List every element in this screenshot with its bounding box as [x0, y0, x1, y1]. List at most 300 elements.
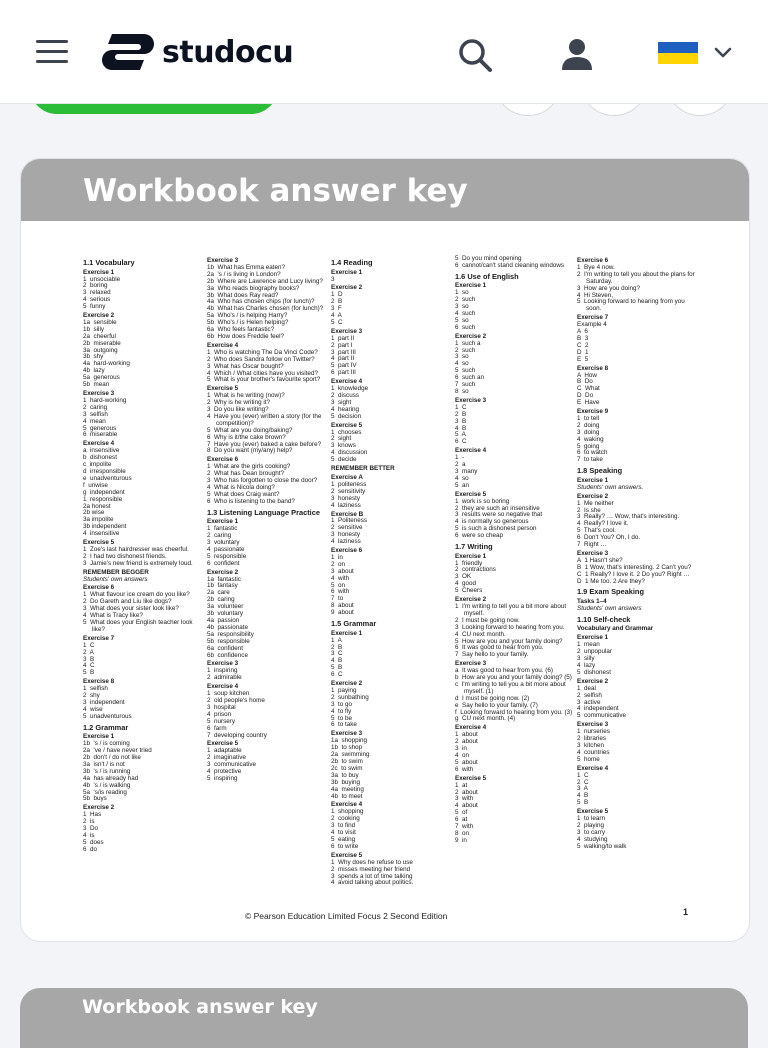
answer-line: 1 I'm writing to tell you a bit more about myself. — [455, 602, 568, 617]
exercise-heading: Exercise 3 — [577, 549, 609, 557]
answer-line: 3 relaxed — [83, 289, 111, 297]
answer-line: 6b How does Freddie feel? — [207, 332, 285, 340]
answer-line: 5 decision — [331, 412, 362, 420]
answer-line: 1 chooses — [331, 428, 362, 436]
answer-line: 5 What is your brother's favourite sport? — [207, 376, 321, 384]
answer-line: b dishonest — [83, 454, 117, 462]
answer-line: 5 so — [455, 316, 469, 324]
answer-line: 4 passionate — [207, 545, 245, 553]
exercise-heading: Exercise 2 — [455, 596, 487, 604]
answer-line: 5a Who's / is helping Harry? — [207, 312, 288, 320]
exercise-heading: Exercise 5 — [455, 774, 487, 782]
answer-line: 6 Why is it/the cake brown? — [207, 433, 286, 441]
answer-line: 2 A — [83, 648, 94, 656]
exercise-heading: Exercise 2 — [455, 332, 487, 340]
exercise-heading: Exercise 3 — [83, 390, 115, 397]
answer-line: 3 C — [331, 650, 343, 658]
answer-line: C 1 Really? I love it. 2 Do you? Right … — [577, 570, 690, 578]
answer-line: 6 It was good to hear from you. — [455, 644, 544, 652]
answer-line: 9 in — [455, 836, 467, 844]
answer-line: 3 knows — [331, 442, 356, 450]
answer-line: 2 I had two dishonest friends. — [83, 552, 167, 560]
exercise-heading: Tasks 1–4 — [577, 598, 607, 606]
answer-line: 1a shopping — [331, 737, 368, 745]
exercise-heading: Exercise 5 — [207, 740, 239, 748]
answer-line: 4 laziness — [331, 538, 361, 546]
answer-line: 3 What has Oscar bought? — [207, 362, 284, 370]
answer-line: 2 contractions — [455, 566, 496, 574]
answer-line: 4 discussion — [331, 449, 368, 457]
user-icon[interactable] — [558, 36, 596, 74]
answer-line: 7 such — [455, 381, 476, 389]
answer-line: 3b voluntary — [207, 610, 244, 618]
answer-line: 2 sensitive — [331, 524, 363, 532]
answer-line: 4b passionate — [207, 623, 248, 631]
answer-line: 2 about — [455, 738, 478, 746]
answer-line: D Do — [577, 392, 594, 400]
answer-line: 4 is normally so generous — [455, 518, 529, 526]
answer-line: 2 imaginative — [207, 754, 246, 762]
answer-line: 4 independent — [577, 705, 619, 713]
answer-line: 3 — [331, 275, 335, 283]
answer-line: 3 to find — [331, 822, 356, 830]
answer-line: 2 is — [83, 818, 95, 826]
language-selector[interactable] — [658, 40, 742, 66]
answer-line: 5 funny — [83, 303, 106, 311]
answer-line: 3a outgoing — [83, 346, 118, 354]
exercise-heading: Exercise 2 — [577, 677, 609, 685]
exercise-heading: Exercise 4 — [207, 683, 239, 691]
answer-line: 3b independent — [83, 523, 127, 531]
answer-line: 5 What are you doing/baking? — [207, 426, 293, 434]
answer-line: 2 B — [331, 298, 343, 306]
answer-line: 1 C — [455, 403, 467, 411]
exercise-heading: REMEMBER BETTER — [331, 465, 395, 473]
answer-line: 3b shy — [83, 353, 104, 361]
answer-line: 1 Why does he refuse to use — [331, 858, 413, 866]
answer-line: 1 soup kitchen — [207, 690, 250, 698]
answer-line: 4 B — [577, 792, 589, 800]
answer-line: 1 C — [83, 641, 95, 649]
answer-line: 4 wise — [83, 705, 103, 713]
answer-line: 1a sensible — [83, 318, 117, 326]
answer-line: 2 unpopular — [577, 648, 613, 656]
answer-line: 3 with — [455, 795, 474, 803]
answer-line: 6 with — [331, 588, 350, 596]
answer-line: 5 Looking forward to hearing from you soon. — [577, 298, 687, 313]
answer-line: 3 Really? … Wow, that's interesting. — [577, 513, 680, 521]
answer-line: 3 communicative — [207, 761, 256, 769]
exercise-heading: Exercise 3 — [577, 721, 609, 729]
answer-line: 5 B — [331, 664, 343, 672]
exercise-heading: Exercise 3 — [207, 660, 239, 668]
answer-line: C What — [577, 385, 600, 393]
answer-key-columns — [83, 256, 723, 906]
answer-line: 1 part II — [331, 334, 355, 342]
exercise-heading: Exercise 1 — [83, 268, 115, 276]
exercise-heading: Exercise 2 — [207, 568, 239, 576]
answer-line: 4 waking — [577, 435, 604, 443]
page-banner — [21, 159, 749, 221]
answer-line: 6 cannot/can't stand cleaning windows — [455, 261, 565, 269]
exercise-heading: Vocabulary and Grammar — [577, 625, 654, 633]
answer-line: 4 Have you (ever) written a story (for the competition)? — [207, 412, 324, 427]
answer-line: 2b caring — [207, 596, 235, 604]
answer-line: 2 sight — [331, 435, 352, 443]
answer-line: 5 on — [331, 581, 346, 589]
exercise-heading: Exercise 4 — [331, 378, 363, 386]
answer-line: 5a responsibility — [207, 630, 254, 638]
answer-line: a It was good to hear from you. (6) — [455, 667, 553, 675]
answer-line: D 1 — [577, 348, 589, 356]
answer-line: 3 honesty — [331, 494, 361, 502]
answer-line: 4b lazy — [83, 367, 105, 375]
answer-line: 4 avoid talking about politics. — [331, 879, 414, 887]
answer-line: 3b buying — [331, 778, 361, 786]
answer-line: 5 That's cool. — [577, 527, 616, 535]
answer-line: 4 countries — [577, 748, 610, 756]
section-heading: 1.7 Writing — [455, 542, 493, 552]
answer-line: 1 adaptable — [207, 747, 242, 755]
answer-line: 1 to learn — [577, 815, 606, 823]
exercise-heading: Exercise A — [331, 473, 363, 481]
answer-line: 2a 've / have never tried — [83, 747, 152, 755]
answer-line: 5 about — [455, 758, 478, 766]
answer-line: 4 serious — [83, 296, 111, 304]
answer-line: 2 misses meeting her friend — [331, 865, 411, 873]
answer-line: Students' own answers. — [577, 483, 644, 491]
answer-line: 2 I'm writing to tell you about the plans for Saturday. — [577, 270, 697, 285]
answer-line: 1 in — [331, 553, 343, 561]
answer-line: 2 cooking — [331, 815, 360, 823]
answer-line: 5 B — [577, 799, 589, 807]
exercise-heading: Exercise 4 — [83, 440, 115, 448]
answer-line: 6 miserable — [83, 431, 118, 439]
answer-line: 5 responsible — [207, 552, 247, 560]
exercise-heading: Exercise 4 — [331, 801, 363, 809]
answer-line: 7 with — [455, 823, 474, 831]
answer-line: 8 so — [455, 388, 469, 395]
answer-line: 1 What are the girls cooking? — [207, 463, 291, 471]
exercise-heading: Exercise 7 — [577, 314, 609, 322]
exercise-heading: Exercise 1 — [455, 282, 487, 290]
exercise-heading: Exercise 5 — [207, 385, 239, 393]
answer-line: 1 Has — [83, 811, 102, 819]
answer-line: 2b miserable — [83, 339, 121, 347]
answer-line: d irresponsible — [83, 467, 126, 475]
answer-line: 6 at — [455, 816, 468, 824]
exercise-heading: Exercise 1 — [577, 476, 609, 484]
answer-line: 5b responsible — [207, 637, 250, 645]
answer-line: 2 shy — [83, 692, 100, 700]
answer-line: 8 about — [331, 602, 354, 610]
answer-line: 4a passion — [207, 617, 240, 624]
answer-line: 4 part II — [331, 355, 355, 363]
answer-line: 7 Right … — [577, 541, 607, 549]
answer-line: 8 Do you want (my/any) help? — [207, 447, 293, 455]
answer-line: 4 so — [455, 360, 469, 368]
answer-line: 6 farm — [207, 724, 227, 732]
answer-line: 5 A — [455, 431, 466, 439]
answer-line: 5 home — [577, 755, 600, 763]
answer-line: 3 A — [577, 785, 588, 793]
top-navigation-bar — [0, 0, 768, 104]
answer-line: 1 mean — [577, 641, 600, 649]
answer-line: 2 C — [577, 778, 589, 786]
answer-line: 1 hard-working — [83, 396, 127, 404]
answer-line: 3b 's / is running — [83, 767, 131, 775]
answer-line: 2 a — [455, 461, 466, 469]
answer-line: c impolite — [83, 461, 112, 469]
answer-line: 3 What does your sister look like? — [83, 605, 179, 613]
exercise-heading: Exercise 2 — [83, 804, 115, 812]
answer-line: 5b mean — [83, 381, 110, 389]
answer-line: 6 such an — [455, 374, 485, 382]
answer-line: 4 prison — [207, 710, 232, 718]
section-heading: 1.4 Reading — [331, 258, 373, 267]
chevron-down-icon — [714, 47, 732, 59]
answer-line: 1 What is he writing (now)? — [207, 392, 285, 400]
answer-line: 4 so — [455, 474, 469, 482]
answer-line: 3 Do you like writing? — [207, 406, 269, 414]
answer-line: c I'm writing to tell you a bit more about myself. (1) — [455, 680, 568, 695]
answer-line: 2a swimming — [331, 751, 370, 759]
answer-line: 3 Do — [83, 825, 99, 833]
answer-line: 4a hard-working — [83, 360, 130, 368]
exercise-heading: Exercise 5 — [455, 490, 487, 498]
answer-line: 6 to write — [331, 842, 359, 850]
answer-line: 2 sensitivity — [331, 487, 366, 495]
exercise-heading: Exercise 3 — [331, 327, 363, 335]
answer-line: d I must be going now. (2) — [455, 694, 530, 702]
answer-line: 2 B — [455, 410, 467, 418]
answer-line: 5 inspiring — [207, 774, 238, 782]
answer-line: 6 such — [455, 323, 476, 331]
document-title-2: Workbook answer key — [82, 996, 318, 1018]
exercise-heading: Exercise 4 — [455, 447, 487, 455]
answer-line: 1 deal — [577, 684, 596, 692]
answer-line: 1 so — [455, 289, 469, 297]
answer-line: 4 Really? I love it. — [577, 520, 629, 528]
answer-line: 5 of — [455, 809, 468, 817]
answer-line: 3 to carry — [577, 828, 605, 836]
answer-line: 3 about — [331, 567, 354, 575]
answer-column — [331, 256, 451, 887]
answer-column — [455, 256, 575, 845]
answer-line: 2 admirable — [207, 674, 242, 682]
answer-line: Students' own answers — [83, 575, 148, 583]
answer-line: 4 insensitive — [83, 530, 120, 538]
answer-line: 4 good — [455, 580, 477, 588]
exercise-heading: Exercise 6 — [83, 584, 115, 592]
answer-line: 3 silly — [577, 655, 595, 663]
answer-line: 4 with — [331, 574, 350, 582]
answer-line: 4 is — [83, 831, 95, 839]
answer-line: 2b don't / do not like — [83, 754, 141, 761]
exercise-heading: Exercise 2 — [83, 312, 115, 320]
exercise-heading: Exercise 7 — [83, 634, 115, 642]
answer-line: 2 they are such an insensitive — [455, 504, 540, 512]
exercise-heading: Exercise 9 — [577, 408, 609, 416]
section-heading: 1.2 Grammar — [83, 722, 129, 732]
exercise-heading: REMEMBER BEGGER — [83, 568, 149, 576]
answer-line: 6 Who is listening to the band? — [207, 497, 295, 505]
answer-line: 2 I must be going now. — [455, 616, 520, 624]
answer-line: 4 laziness — [331, 501, 361, 509]
answer-line: 4 What is Tracy like? — [83, 612, 143, 620]
answer-line: 3a to buy — [331, 771, 359, 779]
answer-line: 3 to go — [331, 700, 353, 708]
answer-line: 5 What does Craig want? — [207, 490, 280, 498]
answer-line: 3a volunteer — [207, 603, 244, 611]
answer-line: 4b What has Charles chosen (for lunch)? — [207, 305, 324, 313]
answer-line: 4 studying — [577, 835, 608, 843]
answer-line: 2a honest — [83, 502, 111, 510]
answer-line: 3 so — [455, 353, 469, 361]
exercise-heading: Exercise 6 — [207, 456, 239, 464]
answer-line: f Looking forward to hearing from you. (3) — [455, 708, 573, 716]
exercise-heading: Exercise 1 — [331, 268, 363, 276]
answer-line: 1 selfish — [83, 685, 108, 693]
answer-line: 1 work is so boring — [455, 497, 510, 505]
answer-line: 1 Me neither — [577, 499, 614, 507]
answer-line: 3 doing — [577, 428, 600, 436]
answer-line: 1 such a — [455, 339, 481, 347]
answer-line: 3 in — [455, 745, 467, 753]
exercise-heading: Exercise 5 — [577, 808, 609, 816]
exercise-heading: Exercise 6 — [331, 547, 363, 555]
ukraine-flag-icon — [658, 42, 698, 64]
answer-line: C 2 — [577, 341, 589, 349]
answer-line: 6a Who feels fantastic? — [207, 326, 275, 334]
answer-line: 1 about — [455, 731, 478, 739]
answer-line: 2 Do Gareth and Liu like dogs? — [83, 598, 172, 606]
answer-line: 1a fantastic — [207, 575, 241, 583]
answer-line: 5 Do you mind opening — [455, 255, 522, 262]
answer-line: 5 B — [83, 669, 95, 677]
answer-line: f unwise — [83, 481, 108, 489]
answer-line: 5 such — [455, 367, 476, 375]
section-heading: 1.5 Grammar — [331, 619, 377, 629]
answer-line: 5 dishonest — [577, 668, 611, 676]
answer-line: 2b to swim — [331, 758, 363, 765]
answer-line: 4 to visit — [331, 829, 356, 837]
studocu-logo[interactable] — [100, 30, 293, 74]
answer-line: 7 to take — [577, 456, 603, 464]
exercise-heading: Exercise 2 — [331, 284, 363, 292]
answer-line: a insensitive — [83, 447, 120, 455]
answer-line: 2 sunbathing — [331, 693, 369, 701]
answer-line: 1 Who is watching The Da Vinci Code? — [207, 348, 318, 356]
hamburger-icon[interactable] — [36, 40, 68, 64]
answer-line: 5 to be — [331, 714, 353, 722]
answer-line: 6 C — [455, 438, 467, 446]
answer-line: 6a confident — [207, 644, 244, 652]
answer-line: 2 discuss — [331, 392, 359, 399]
answer-line: 1 inspiring — [207, 667, 238, 675]
exercise-heading: Exercise 2 — [577, 492, 609, 500]
answer-line: 3a isn't / is not — [83, 760, 125, 768]
answer-line: 1 What flavour ice cream do you like? — [83, 591, 190, 599]
answer-line: A How — [577, 371, 597, 379]
answer-line: 5 an — [455, 481, 470, 489]
page-number: 1 — [683, 907, 689, 917]
answer-line: 2 doing — [577, 421, 600, 429]
answer-line: 5 part IV — [331, 362, 357, 370]
answer-line: Example 4 — [577, 321, 607, 329]
answer-line: 4a Who has chosen chips (for lunch)? — [207, 298, 315, 306]
exercise-heading: Exercise 8 — [83, 678, 115, 686]
answer-line: 3 How are you doing? — [577, 284, 641, 292]
answer-line: 4b 's / is walking — [83, 781, 131, 789]
answer-line: 6 part III — [331, 369, 356, 377]
answer-line: g CU next month. (4) — [455, 715, 516, 723]
answer-line: 1b 's / is coming — [83, 740, 130, 748]
answer-line: 5b Who's / is Helen helping? — [207, 319, 289, 327]
exercise-heading: Exercise 8 — [577, 364, 609, 372]
answer-line: 4 CU next month. — [455, 630, 506, 638]
answer-line: 1 A — [331, 636, 342, 644]
answer-line: 4 Hi Steven, — [577, 291, 614, 299]
answer-line: 1b to shop — [331, 744, 363, 752]
answer-line: 3 part III — [331, 348, 356, 356]
answer-line: 6 do — [83, 845, 98, 853]
answer-line: A 1 Hasn't she? — [577, 556, 623, 564]
answer-column — [207, 256, 327, 783]
answer-line: 2a 's / is living in London? — [207, 270, 281, 278]
answer-line: 2a care — [207, 589, 230, 597]
answer-line: 5 How are you and your family doing? — [455, 637, 563, 645]
answer-line: 1 knowledge — [331, 385, 369, 393]
answer-line: 3 honesty — [331, 531, 361, 539]
brand-name: studocu — [162, 34, 294, 70]
answer-line: 6b confidence — [207, 651, 248, 659]
answer-line: 1 fantastic — [207, 525, 238, 533]
answer-line: e Say hello to your family. (7) — [455, 701, 538, 709]
answer-line: 2 old people's home — [207, 696, 265, 704]
answer-line: 5 does — [83, 838, 104, 846]
section-heading: 1.6 Use of English — [455, 271, 519, 281]
answer-line: 3a Who reads biography books? — [207, 284, 300, 292]
answer-line: 7 Have you (ever) baked a cake before? — [207, 440, 322, 448]
page-footer: © Pearson Education Limited Focus 2 Second Edition — [245, 911, 448, 921]
answer-line: 1 at — [455, 781, 468, 789]
answer-line: 6 C — [331, 671, 343, 679]
answer-line: 5 communicative — [577, 712, 626, 720]
answer-line: 1b What has Emma eaten? — [207, 263, 286, 271]
document-title: Workbook answer key — [83, 173, 468, 209]
answer-line: 4a meeting — [331, 785, 364, 793]
search-icon[interactable] — [456, 36, 494, 74]
answer-line: 2c to swim — [331, 764, 363, 772]
exercise-heading: Exercise 1 — [331, 629, 363, 637]
answer-line: B Do — [577, 378, 593, 386]
answer-line: A 6 — [577, 328, 588, 336]
answer-line: 6 Don't You? Oh, I do. — [577, 534, 641, 542]
answer-line: 1 Zoe's last hairdresser was cheerful. — [83, 545, 189, 553]
answer-line: 1 responsible — [83, 495, 123, 503]
answer-line: Students' own answers — [577, 604, 642, 612]
exercise-heading: Exercise 1 — [207, 518, 239, 526]
answer-line: 1 - — [455, 454, 465, 462]
answer-line: 1 paying — [331, 686, 357, 694]
exercise-heading: Exercise 5 — [331, 421, 363, 429]
answer-line: 8 on — [455, 829, 470, 837]
answer-line: 3a impolite — [83, 516, 114, 524]
answer-line: g independent — [83, 488, 125, 496]
answer-line: 4 such — [455, 310, 476, 318]
answer-line: 4 to fly — [331, 707, 352, 715]
